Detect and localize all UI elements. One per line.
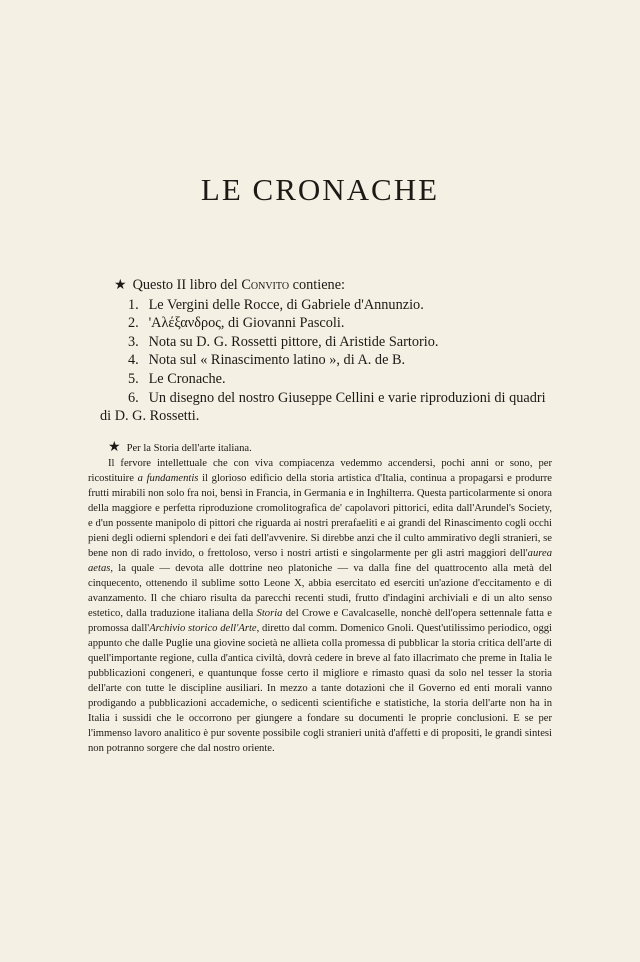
star-icon: ★ (114, 278, 127, 293)
article-heading-text: Per la Storia dell'arte italiana. (126, 443, 252, 454)
list-item (128, 314, 558, 333)
article-heading (108, 440, 552, 456)
italic-phrase: Storia (256, 608, 283, 619)
text-run: , la quale — devota alle dottrine neo platoniche — va dalla fine del quattrocento alla metà del cinquecento, ottenendo il sublime sotto Leone X, abbia esercitato ed eserciti un'azione d'eccitamento e di avanzamento. Il che chiaro risulta da parecchi recenti studi, frutto d'indagini archiviali e di un alto senso estetico, dalla traduzione italiana della (88, 563, 552, 619)
text-run: Il fervore intellettuale che con viva compiacenza vedemmo accendersi, pochi anni or sono, per ricostituire (88, 458, 552, 484)
text-run: del Crowe e Cavalcaselle, nonchè dell'opera settennale fatta e promossa dall' (88, 608, 552, 634)
intro-post: contiene: (292, 277, 346, 293)
item-number: 4. (128, 352, 139, 369)
page-title: LE CRONACHE (200, 172, 440, 207)
journal-name: Convito (241, 277, 290, 293)
article-paragraph (88, 456, 552, 756)
item-number: 1. (128, 296, 139, 313)
item-number: 2. (128, 315, 139, 332)
list-item (100, 389, 558, 426)
star-icon: ★ (108, 440, 121, 455)
text-run: il glorioso edificio della storia artistica d'Italia, continua a propagarsi e produrre frutti mirabili non solo fra noi, bensì in Francia, in Germania e in Inghilterra. Questa particolarmente si onora della maggiore e perfetta riproduzione cromolitografica de' capolavori pittorici, edita dall'Arundel's Society, e d'un possente manipolo di pittori che riguarda ai nostri prerafaeliti e ai grandi del Rinascimento cogli occhi pieni degli odierni splendori e dei fati dell'avvenire. Si direbbe anzi che il culto ammirativo degli stranieri, se bene non di rado invido, o frettoloso, verso i nostri artisti e singolarmente per gli astri maggiori dell' (88, 473, 552, 559)
item-text: Le Cronache. (148, 370, 226, 387)
italic-phrase: a fundamentis (137, 473, 199, 484)
item-text: Nota sul « Rinascimento latino », di A. de B. (148, 352, 406, 369)
item-number: 5. (128, 370, 139, 387)
italic-phrase: aurea aetas (88, 548, 552, 574)
item-number: 6. (128, 389, 139, 406)
item-text-continued: di D. G. Rossetti. (100, 408, 200, 425)
contents-intro (114, 276, 558, 296)
list-item (128, 370, 558, 389)
italic-phrase: Archivio storico dell'Arte (149, 623, 257, 634)
list-item (128, 333, 558, 352)
intro-pre: Questo II libro del (132, 277, 238, 293)
item-text: Nota su D. G. Rossetti pittore, di Aristide Sartorio. (148, 333, 439, 350)
contents-list (88, 276, 558, 426)
item-text: Un disegno del nostro Giuseppe Cellini e varie riproduzioni di quadri (148, 389, 546, 406)
item-text: Le Vergini delle Rocce, di Gabriele d'Annunzio. (148, 296, 424, 313)
list-item (128, 351, 558, 370)
item-text: 'Αλέξανδρος, di Giovanni Pascoli. (148, 315, 345, 332)
item-number: 3. (128, 333, 139, 350)
text-run: , diretto dal comm. Domenico Gnoli. Quest'utilissimo periodico, oggi appunto che dalle Puglie una giovine società ne allieta colla promessa di pubblicar la storia critica dell'arte di quell'importante regione, culla d'antica civiltà, dovrà cedere in breve al fato illacrimato che preme in Italia le pubblicazioni congeneri, e quantunque fosse certo il migliore e rimasto quasi da solo nel tesser la storia dell'arte con tutte le discipline ausiliari. In mezzo a tante dotazioni che il Governo ed enti morali vanno prodigando a pubblicazioni accademiche, o sedicenti scientifiche e statistiche, la storia dell'arte non ha in Italia i sussidi che le occorrono per giungere a fondare su documenti le proprie conclusioni. E se per l'immenso lavoro analitico è pur sovente possibile cogli stranieri unità d'affetti e di propositi, le grandi sintesi non potranno sorgere che dal nostro oriente. (88, 623, 553, 754)
list-item (128, 296, 558, 315)
article-section (88, 440, 552, 756)
